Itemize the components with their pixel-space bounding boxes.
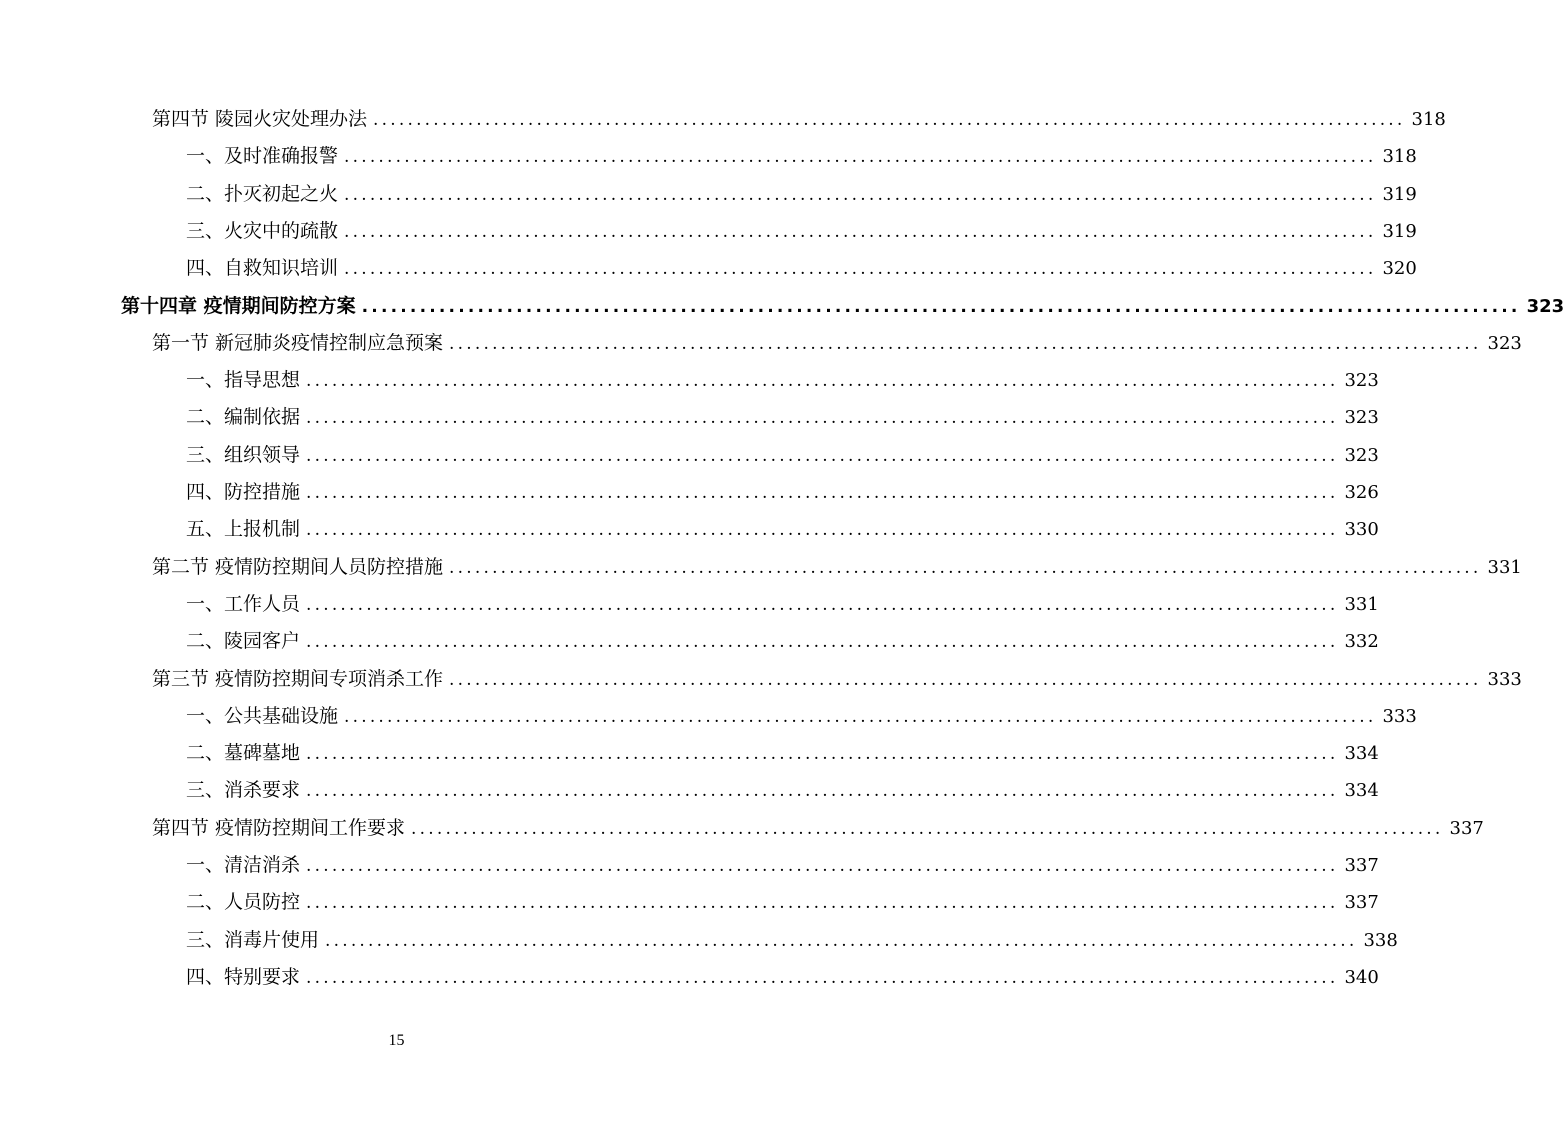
toc-entry-page: 337 [1344,892,1379,914]
toc-leader-dots: ........................................................................................................................ [411,818,1444,839]
toc-entry-page: 318 [1382,146,1417,168]
toc-entry-title: 二、陵园客户 [186,630,301,653]
toc-leader-dots: ........................................................................................................................ [344,259,1377,280]
toc-entry-page: 333 [1382,705,1417,727]
toc-entry-section[interactable] [152,554,1522,580]
toc-entry-page: 340 [1344,966,1379,988]
toc-entry-title: 三、消毒片使用 [186,928,320,951]
page-number: 15 [388,1032,405,1049]
toc-entry-page: 323 [1344,407,1379,429]
toc-entry-title: 二、人员防控 [186,891,301,914]
toc-entry-item[interactable] [186,255,1417,281]
toc-entry-page: 318 [1411,109,1446,130]
toc-entry-title: 第四节 陵园火灾处理办法 [152,108,368,130]
toc-entry-section[interactable] [152,815,1484,841]
toc-entry-page: 332 [1344,631,1379,653]
toc-entry-page: 323 [1526,295,1564,317]
toc-entry-item[interactable] [186,404,1379,430]
toc-entry-page: 337 [1449,817,1484,839]
toc-leader-dots: ........................................................................................................................ [306,744,1339,765]
toc-entry-item[interactable] [186,479,1379,505]
toc-leader-dots: ........................................................................................................................ [306,856,1339,876]
toc-entry-title: 第四节 疫情防控期间工作要求 [152,816,406,839]
toc-entry-page: 337 [1344,855,1379,876]
toc-entry-item[interactable] [186,927,1398,953]
toc-leader-dots: ........................................................................................................................ [306,594,1339,615]
toc-entry-chapter[interactable] [121,293,1564,319]
toc-entry-title: 第一节 新冠肺炎疫情控制应急预案 [152,331,444,354]
toc-leader-dots: ........................................................................................................................ [344,184,1377,205]
toc-entry-title: 四、自救知识培训 [186,257,339,280]
toc-entry-title: 第十四章 疫情期间防控方案 [121,294,356,317]
toc-entry-title: 第二节 疫情防控期间人员防控措施 [152,555,444,578]
toc-entry-page: 331 [1344,593,1379,615]
toc-entry-item[interactable] [186,591,1379,617]
toc-entry-title: 一、工作人员 [186,592,301,615]
toc-entry-title: 五、上报机制 [186,518,301,541]
toc-leader-dots: ........................................................................................................................ [449,557,1482,578]
toc-entry-title: 四、特别要求 [186,965,301,988]
toc-leader-dots: ........................................................................................................................ [361,296,1521,317]
toc-entry-page: 330 [1344,519,1379,541]
toc-entry-title: 二、编制依据 [186,406,301,429]
toc-entry-item[interactable] [186,367,1379,393]
toc-entry-section[interactable] [152,330,1522,356]
toc-leader-dots: ........................................................................................................................ [306,781,1339,802]
toc-entry-title: 一、指导思想 [186,369,301,392]
toc-entry-page: 319 [1382,183,1417,205]
toc-leader-dots: ........................................................................................................................ [344,147,1377,168]
toc-entry-item[interactable] [186,516,1379,542]
toc-entry-page: 326 [1344,482,1379,503]
toc-leader-dots: ........................................................................................................................ [373,110,1406,130]
toc-entry-page: 333 [1487,668,1522,690]
toc-entry-title: 二、扑灭初起之火 [186,182,339,205]
toc-entry-page: 338 [1363,929,1398,951]
toc-entry-title: 三、组织领导 [186,443,301,466]
toc-entry-item[interactable] [186,852,1379,878]
toc-leader-dots: ........................................................................................................................ [325,930,1358,951]
toc-entry-title: 二、墓碑墓地 [186,742,301,765]
toc-entry-title: 三、火灾中的疏散 [186,219,339,242]
toc-entry-item[interactable] [186,777,1379,803]
toc-leader-dots: ........................................................................................................................ [306,967,1339,988]
toc-entry-item[interactable] [186,703,1417,729]
toc-entry-section[interactable] [152,106,1446,132]
toc-entry-page: 320 [1382,258,1417,280]
toc-leader-dots: ........................................................................................................................ [306,893,1339,914]
toc-entry-item[interactable] [186,889,1379,915]
toc-entry-title: 一、清洁消杀 [186,854,301,876]
toc-entry-title: 一、及时准确报警 [186,145,339,168]
toc-leader-dots: ........................................................................................................................ [306,371,1339,392]
toc-leader-dots: ........................................................................................................................ [306,632,1339,653]
toc-leader-dots: ........................................................................................................................ [306,408,1339,429]
toc-entry-title: 一、公共基础设施 [186,704,339,727]
toc-entry-item[interactable] [186,628,1379,654]
toc-entry-page: 319 [1382,220,1417,242]
toc-leader-dots: ........................................................................................................................ [306,483,1339,503]
toc-leader-dots: ........................................................................................................................ [306,520,1339,541]
toc-entry-item[interactable] [186,181,1417,207]
toc-entry-section[interactable] [152,666,1522,692]
toc-entry-page: 323 [1344,370,1379,392]
toc-entry-page: 331 [1487,556,1522,578]
toc-entry-item[interactable] [186,740,1379,766]
toc-leader-dots: ........................................................................................................................ [306,445,1339,466]
toc-leader-dots: ........................................................................................................................ [344,221,1377,242]
toc-entry-page: 323 [1487,332,1522,354]
toc-entry-item[interactable] [186,442,1379,468]
toc-leader-dots: ........................................................................................................................ [449,669,1482,690]
toc-entry-page: 334 [1344,743,1379,765]
toc-entry-page: 323 [1344,444,1379,466]
toc-entry-item[interactable] [186,964,1379,990]
toc-entry-title: 第三节 疫情防控期间专项消杀工作 [152,667,444,690]
toc-entry-item[interactable] [186,143,1417,169]
toc-leader-dots: ........................................................................................................................ [344,706,1377,727]
toc-leader-dots: ........................................................................................................................ [449,333,1482,354]
toc-entry-page: 334 [1344,780,1379,802]
toc-entry-title: 四、防控措施 [186,481,301,503]
toc-entry-item[interactable] [186,218,1417,244]
toc-entry-title: 三、消杀要求 [186,779,301,802]
